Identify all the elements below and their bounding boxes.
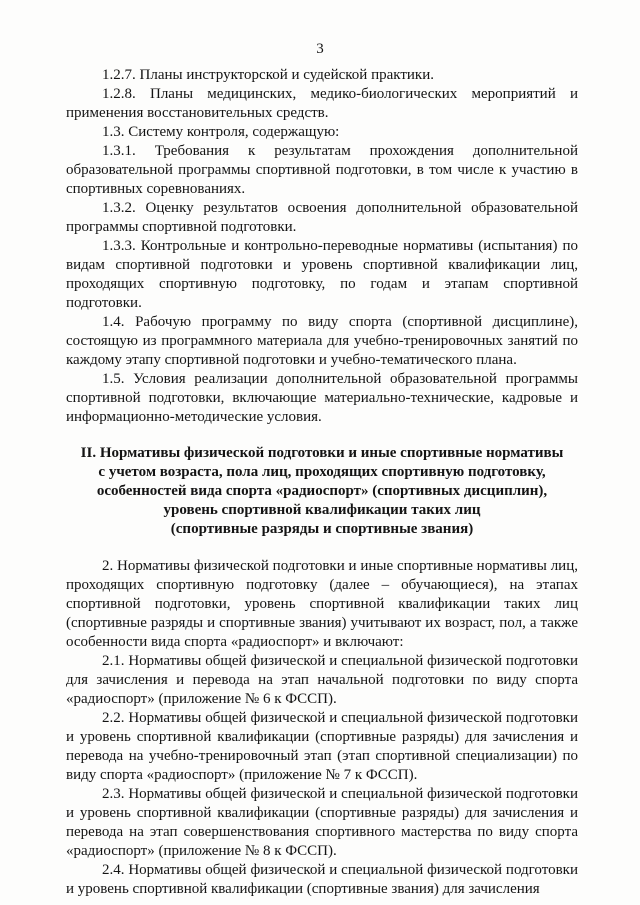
paragraph-1-3-3: 1.3.3. Контрольные и контрольно-переводные нормативы (испытания) по видам спортивной подготовки и уровень спортивной квалификации лиц, проходящих спортивную подготовку, по годам и этапам спортивной подготовки.: [66, 238, 578, 311]
paragraph-1-2-7: 1.2.7. Планы инструкторской и судейской практики.: [102, 67, 434, 83]
paragraph-1-4: 1.4. Рабочую программу по виду спорта (спортивной дисциплине), состоящую из программного материала для учебно-тренировочных занятий по каждому этапу спортивной подготовки и учебно-тематического плана.: [66, 314, 578, 368]
paragraph-1-2-8: 1.2.8. Планы медицинских, медико-биологических мероприятий и применения восстановительных средств.: [66, 86, 578, 121]
paragraph-2-1: 2.1. Нормативы общей физической и специальной физической подготовки для зачисления и перевода на этап начальной подготовки по виду спорта «радиоспорт» (приложение № 6 к ФССП).: [66, 653, 578, 707]
paragraph-2-4: 2.4. Нормативы общей физической и специальной физической подготовки и уровень спортивной квалификации (спортивные звания) для зачисления: [66, 862, 578, 897]
paragraph-2-3: 2.3. Нормативы общей физической и специальной физической подготовки и уровень спортивной квалификации (спортивные разряды) для зачисления и перевода на этап совершенствования спортивного мастерства по виду спорта «радиоспорт» (приложение № 8 к ФССП).: [66, 786, 578, 859]
section-heading-line: (спортивные разряды и спортивные звания): [170, 521, 474, 537]
paragraph-1-3-2: 1.3.2. Оценку результатов освоения дополнительной образовательной программы спортивной подготовки.: [66, 200, 578, 235]
paragraph-2: 2. Нормативы физической подготовки и иные спортивные нормативы лиц, проходящих спортивную подготовку (далее – обучающиеся), на этапах спортивной подготовки, уровень спортивной квалификации таких лиц (спортивные разряды и спортивные звания) учитывают их возраст, пол, а также особенности вида спорта «радиоспорт» и включают:: [66, 558, 578, 650]
page-number: 3: [316, 41, 324, 57]
paragraph-1-3-1: 1.3.1. Требования к результатам прохождения дополнительной образовательной программы спортивной подготовки, в том числе к участию в спортивных соревнованиях.: [66, 143, 578, 197]
section-heading-line: II. Нормативы физической подготовки и иные спортивные нормативы: [80, 445, 564, 461]
paragraph-2-2: 2.2. Нормативы общей физической и специальной физической подготовки и уровень спортивной квалификации (спортивные разряды) для зачисления и перевода на учебно-тренировочный этап (этап спортивной специализации) по виду спорта «радиоспорт» (приложение № 7 к ФССП).: [66, 710, 578, 783]
paragraph-1-3: 1.3. Систему контроля, содержащую:: [102, 124, 340, 140]
section-heading-line: уровень спортивной квалификации таких лиц: [163, 502, 481, 518]
section-heading-line: особенностей вида спорта «радиоспорт» (спортивных дисциплин),: [96, 483, 548, 499]
document-body: [66, 66, 578, 899]
section-heading-line: с учетом возраста, пола лиц, проходящих спортивную подготовку,: [98, 464, 546, 480]
section-heading: [66, 444, 578, 539]
paragraph-1-5: 1.5. Условия реализации дополнительной образовательной программы спортивной подготовки, включающие материально-технические, кадровые и информационно-методические условия.: [66, 371, 578, 425]
